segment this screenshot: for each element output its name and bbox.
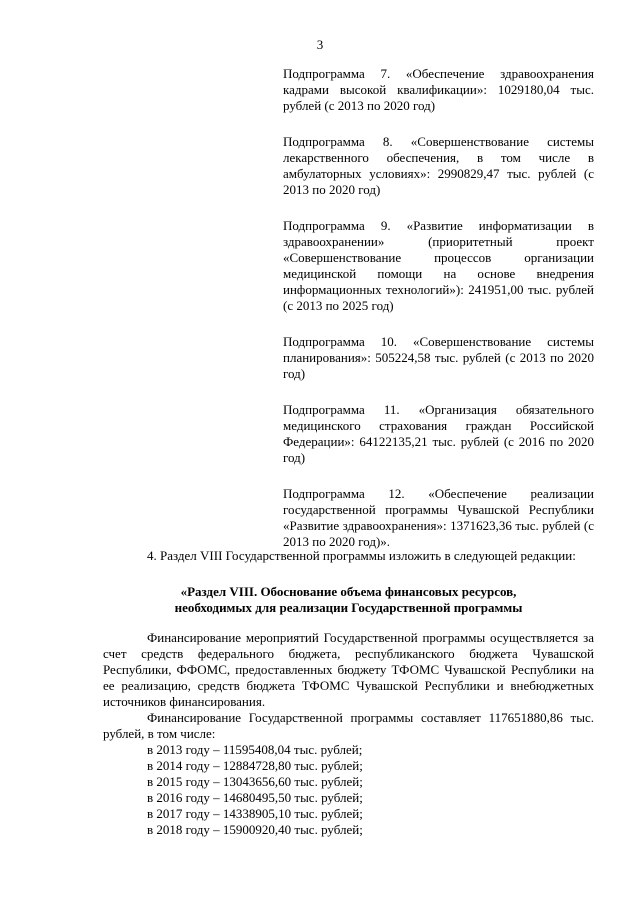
page-number: 3: [316, 37, 324, 52]
subprogram-7: Подпрограмма 7. «Обеспечение здравоохранения кадрами высокой квалификации»: 1029180,04 тыс. рублей (с 2013 по 2020 год): [283, 66, 594, 113]
section-heading-line-1: «Раздел VIII. Обоснование объема финансовых ресурсов,: [180, 584, 517, 599]
yearly-financing-list: [103, 742, 594, 838]
financing-sources-paragraph: Финансирование мероприятий Государственной программы осуществляется за счет средств федерального бюджета, республиканского бюджета Чувашской Республики, ФФОМС, предоставленных бюджету ТФОМС Чувашской Республики на ее реализацию, средств бюджета ТФОМС Чувашской Республики и внебюджетных источников финансирования.: [103, 630, 594, 709]
yearly-financing-item: в 2017 году – 14338905,10 тыс. рублей;: [147, 806, 363, 821]
subprogram-list: [283, 66, 594, 570]
subprogram-8: Подпрограмма 8. «Совершенствование системы лекарственного обеспечения, в том числе в амбулаторных условиях»: 2990829,47 тыс. рублей (с 2013 по 2020 год): [283, 134, 594, 197]
section-heading-line-2: необходимых для реализации Государственной программы: [174, 600, 523, 615]
subprogram-11: Подпрограмма 11. «Организация обязательного медицинского страхования граждан Российской Федерации»: 64122135,21 тыс. рублей (с 2016 по 2020 год): [283, 402, 594, 465]
yearly-financing-item: в 2018 году – 15900920,40 тыс. рублей;: [147, 822, 363, 837]
yearly-financing-item: в 2015 году – 13043656,60 тыс. рублей;: [147, 774, 363, 789]
subprogram-10: Подпрограмма 10. «Совершенствование системы планирования»: 505224,58 тыс. рублей (с 2013 по 2020 год): [283, 334, 594, 381]
subprogram-12: Подпрограмма 12. «Обеспечение реализации государственной программы Чувашской Республики «Развитие здравоохранения»: 1371623,36 тыс. рублей (с 2013 по 2020 год)».: [283, 486, 594, 549]
yearly-financing-item: в 2014 году – 12884728,80 тыс. рублей;: [147, 758, 363, 773]
yearly-financing-item: в 2013 году – 11595408,04 тыс. рублей;: [147, 742, 363, 757]
yearly-financing-item: в 2016 году – 14680495,50 тыс. рублей;: [147, 790, 363, 805]
main-content: [103, 548, 594, 838]
subprogram-9: Подпрограмма 9. «Развитие информатизации в здравоохранении» (приоритетный проект «Совершенствование процессов организации медицинской помощи на основе внедрения информационных технологий»): 241951,00 тыс. рублей (с 2013 по 2025 год): [283, 218, 594, 313]
financing-total-paragraph: Финансирование Государственной программы составляет 117651880,86 тыс. рублей, в том числе:: [103, 710, 594, 741]
amendment-item-4: 4. Раздел VIII Государственной программы изложить в следующей редакции:: [147, 548, 576, 563]
section-heading: [103, 584, 594, 616]
